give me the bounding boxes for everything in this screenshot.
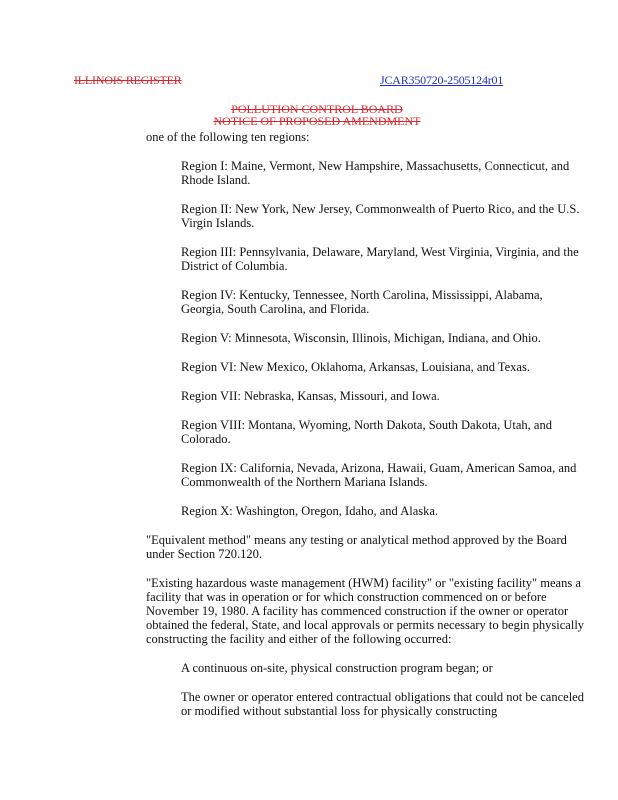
document-body: [146, 130, 586, 733]
region-item: Region V: Minnesota, Wisconsin, Illinois, Michigan, Indiana, and Ohio.: [181, 331, 541, 345]
region-item: Region IX: California, Nevada, Arizona, Hawaii, Guam, American Samoa, and Commonwealth of the Northern Mariana Islands.: [181, 461, 577, 489]
region-item: Region IV: Kentucky, Tennessee, North Carolina, Mississippi, Alabama, Georgia, South Carolina, and Florida.: [181, 288, 543, 316]
subsection-item: A continuous on-site, physical construction program began; or: [181, 661, 493, 675]
definition-existing-facility: "Existing hazardous waste management (HWM) facility" or "existing facility" means a facility that was in operation or for which construction commenced on or before November 19, 1980. A facility has commenced construction if the owner or operator obtained the federal, State, and local approvals or permits necessary to begin physically constructing the facility and either of the following occurred:: [146, 576, 585, 646]
subsection-item: The owner or operator entered contractual obligations that could not be canceled or modified without substantial loss for physically constructing: [181, 690, 584, 718]
region-item: Region III: Pennsylvania, Delaware, Maryland, West Virginia, Virginia, and the District of Columbia.: [181, 245, 579, 273]
intro-text: one of the following ten regions:: [146, 130, 310, 144]
region-item: Region VII: Nebraska, Kansas, Missouri, and Iowa.: [181, 389, 440, 403]
definition-equivalent-method: "Equivalent method" means any testing or analytical method approved by the Board under Section 720.120.: [146, 533, 567, 561]
region-item: Region I: Maine, Vermont, New Hampshire, Massachusetts, Connecticut, and Rhode Island.: [181, 159, 570, 187]
notice-title: NOTICE OF PROPOSED AMENDMENT: [213, 114, 421, 128]
region-item: Region X: Washington, Oregon, Idaho, and Alaska.: [181, 504, 439, 518]
header-document-code: JCAR350720-2505124r01: [380, 73, 504, 87]
region-item: Region VIII: Montana, Wyoming, North Dakota, South Dakota, Utah, and Colorado.: [181, 418, 552, 446]
region-item: Region II: New York, New Jersey, Commonwealth of Puerto Rico, and the U.S. Virgin Islands.: [181, 202, 580, 230]
header-register-title: ILLINOIS REGISTER: [74, 73, 182, 87]
agency-title: POLLUTION CONTROL BOARD: [231, 102, 403, 116]
region-item: Region VI: New Mexico, Oklahoma, Arkansas, Louisiana, and Texas.: [181, 360, 530, 374]
